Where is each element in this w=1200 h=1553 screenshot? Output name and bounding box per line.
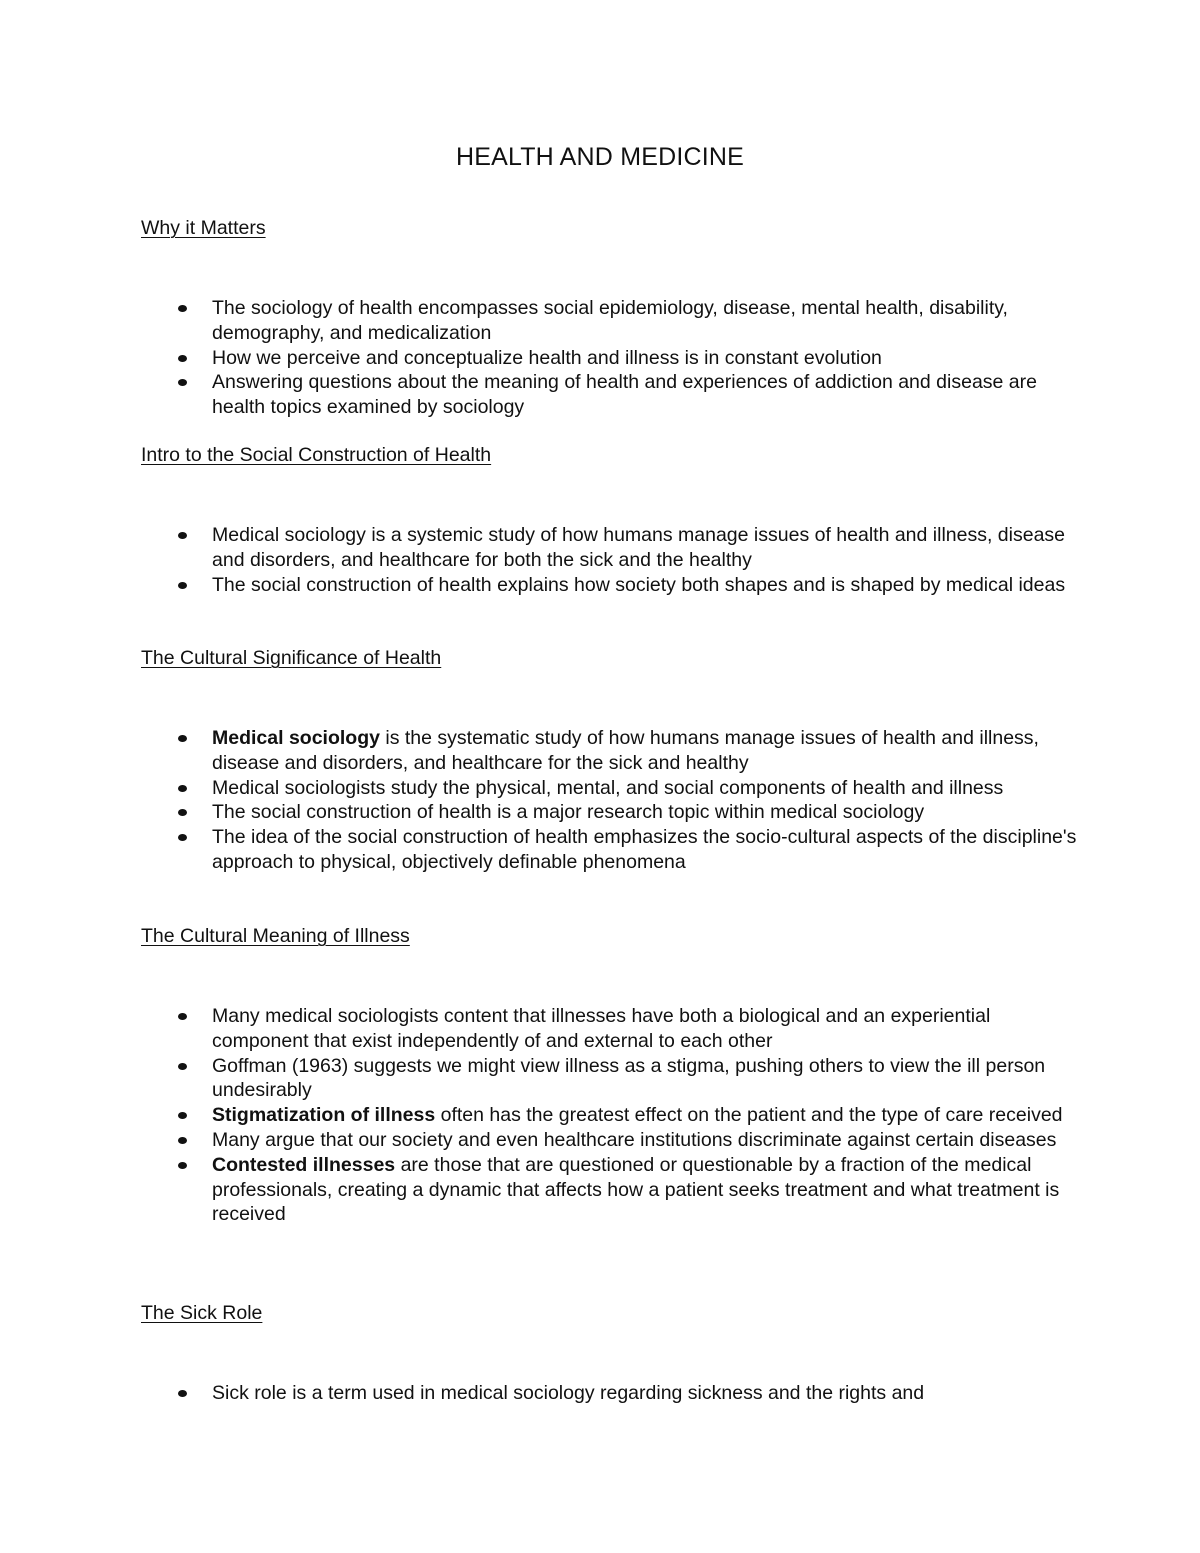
bullet-text: How we perceive and conceptualize health and illness is in constant evolution [212,346,882,369]
bullet-list-intro-social-construction [212,523,1082,597]
list-item [212,1153,1082,1227]
bullet-icon [178,582,187,589]
bullet-text: The sociology of health encompasses social epidemiology, disease, mental health, disability, demography, and medicalization [212,297,1008,344]
list-item [212,523,1082,573]
bullet-text: Many medical sociologists content that illnesses have both a biological and an experiential component that exist independently of and external to each other [212,1005,991,1052]
bullet-text: often has the greatest effect on the patient and the type of care received [435,1104,1063,1127]
list-item [212,573,1082,598]
bullet-list-why-it-matters [212,296,1082,420]
bullet-icon [178,834,187,841]
list-item [212,1381,1082,1406]
bullet-icon [178,305,187,312]
page-title: HEALTH AND MEDICINE [455,143,745,171]
bullet-icon [178,379,187,386]
section-heading-intro-social-construction: Intro to the Social Construction of Health [141,444,492,466]
bullet-icon [178,1162,187,1169]
list-item [212,296,1082,346]
list-item [212,1054,1082,1104]
section-heading-sick-role: The Sick Role [141,1302,263,1324]
bullet-icon [178,1063,187,1070]
list-item [212,776,1082,801]
bullet-text: Medical sociology is a systemic study of how humans manage issues of health and illness, disease and disorders, and healthcare for both the sick and the healthy [212,524,1066,571]
bold-term: Stigmatization of illness [212,1104,436,1127]
section-heading-cultural-significance: The Cultural Significance of Health [141,647,442,669]
bullet-icon [178,1112,187,1119]
section-heading-why-it-matters: Why it Matters [141,217,266,239]
section-heading-cultural-meaning-illness: The Cultural Meaning of Illness [141,925,410,947]
list-item [212,1103,1082,1128]
bullet-icon [178,785,187,792]
bullet-icon [178,809,187,816]
list-item [212,1128,1082,1153]
list-item [212,346,1082,371]
bullet-list-sick-role [212,1381,1082,1406]
bullet-text: The social construction of health explains how society both shapes and is shaped by medical ideas [212,573,1066,596]
bullet-text: Sick role is a term used in medical sociology regarding sickness and the rights and [212,1382,925,1404]
bullet-text: Goffman (1963) suggests we might view illness as a stigma, pushing others to view the ill person undesirably [212,1054,1046,1102]
bullet-icon [178,1137,187,1144]
bullet-icon [178,1013,187,1020]
bullet-icon [178,735,187,742]
list-item [212,726,1082,776]
bullet-text: The social construction of health is a major research topic within medical sociology [212,801,925,824]
bullet-text: is the systematic study of how humans manage issues of health and illness, disease and disorders, and healthcare for the sick and healthy [212,727,1039,774]
bullet-icon [178,355,187,362]
bullet-list-cultural-meaning-illness [212,1004,1082,1227]
bullet-text: Answering questions about the meaning of health and experiences of addiction and disease are health topics examined by sociology [212,371,1037,419]
bullet-text: Medical sociologists study the physical, mental, and social components of health and illness [212,776,1004,799]
bullet-icon [178,1390,187,1397]
bullet-list-cultural-significance [212,726,1082,875]
list-item [212,825,1082,875]
list-item [212,1004,1082,1054]
bold-term: Contested illnesses [212,1153,396,1176]
list-item [212,800,1082,825]
bullet-text: are those that are questioned or questionable by a fraction of the medical professionals, creating a dynamic that affects how a patient seeks treatment and what treatment is received [212,1153,1060,1226]
bullet-text: The idea of the social construction of health emphasizes the socio-cultural aspects of the discipline's approach to physical, objectively definable phenomena [212,826,1077,873]
list-item [212,370,1082,420]
bold-term: Medical sociology [212,727,380,749]
bullet-text: Many argue that our society and even healthcare institutions discriminate against certain diseases [212,1128,1057,1151]
bullet-icon [178,532,187,539]
